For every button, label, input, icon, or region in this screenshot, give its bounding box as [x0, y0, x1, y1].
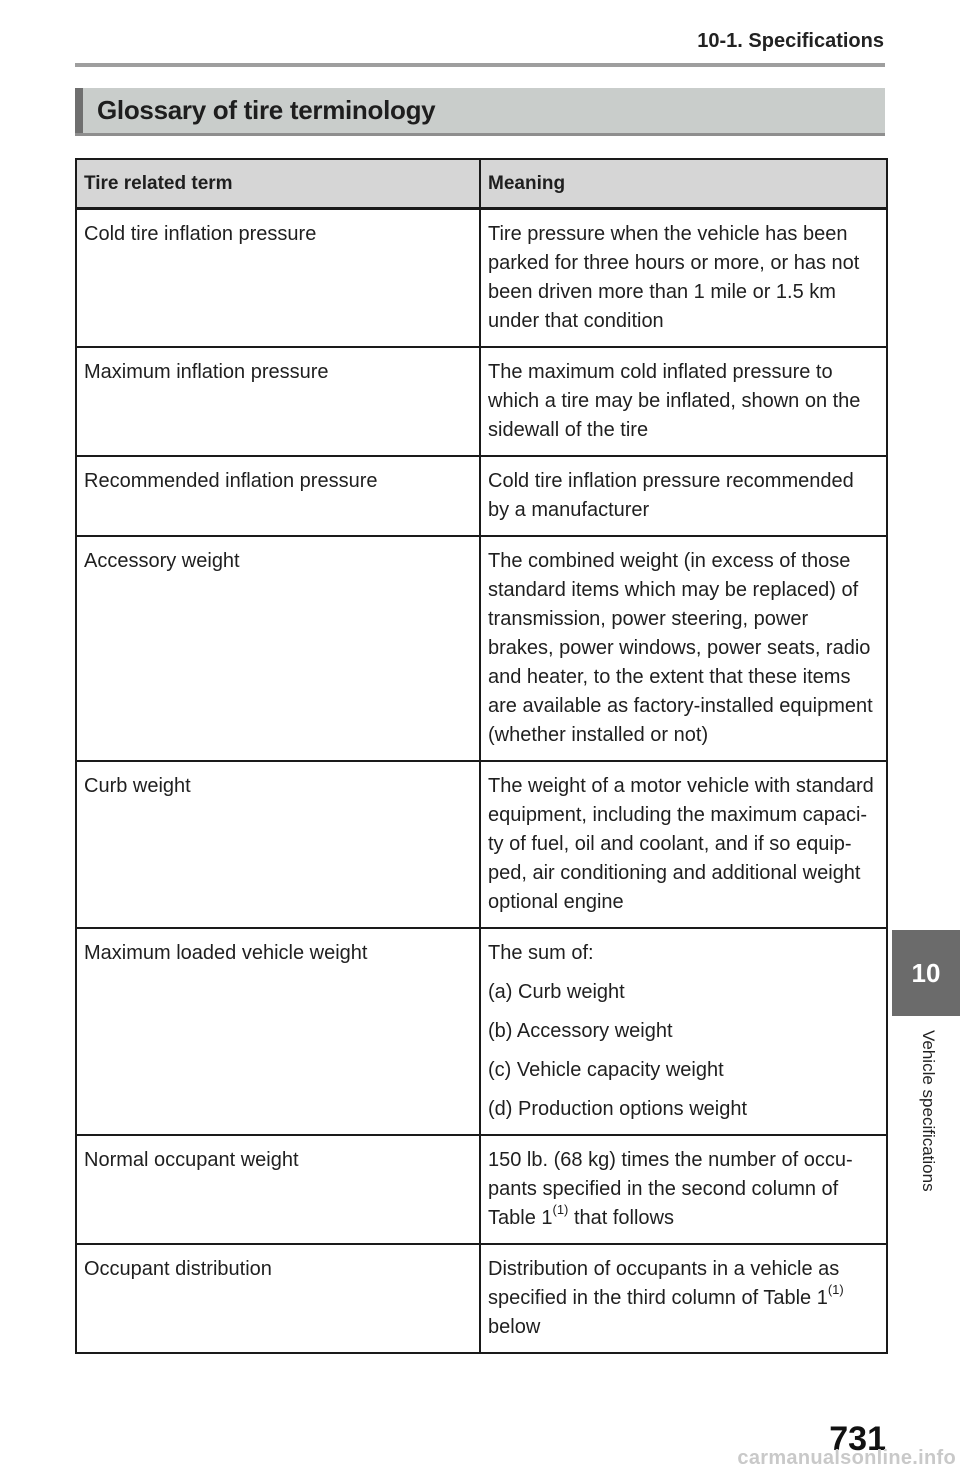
- section-title: Glossary of tire terminology: [97, 95, 436, 125]
- table-row: [76, 761, 887, 928]
- meaning-cell: Cold tire inflation pressure recommended by a manufacturer: [480, 456, 887, 536]
- table-row: [76, 347, 887, 456]
- table-row: [76, 209, 887, 348]
- chapter-tab: 10: [892, 930, 960, 1016]
- meaning-cell: The maximum cold inflated pressure to which a tire may be inflated, shown on the sidewall of the tire: [480, 347, 887, 456]
- tire-terminology-table: [75, 158, 888, 1354]
- meaning-text: 150 lb. (68 kg) times the number of occu-pants specified in the second column of Table 1: [488, 1149, 853, 1229]
- term-cell: Maximum inflation pressure: [76, 347, 480, 456]
- term-cell: Curb weight: [76, 761, 480, 928]
- meaning-text-tail: that follows: [568, 1207, 674, 1229]
- table-header-row: [76, 159, 887, 209]
- sum-item-c: (c) Vehicle capacity weight: [488, 1059, 724, 1081]
- column-header-meaning: Meaning: [480, 159, 887, 209]
- column-header-term: Tire related term: [76, 159, 480, 209]
- sum-item-b: (b) Accessory weight: [488, 1020, 673, 1042]
- meaning-cell: The weight of a motor vehicle with standard equipment, including the maximum capaci-ty of fuel, oil and coolant, and if so equip-ped, air conditioning and additional weight optional engine: [480, 761, 887, 928]
- section-heading-bar: [75, 88, 885, 136]
- term-cell: Recommended inflation pressure: [76, 456, 480, 536]
- chapter-side-label: Vehicle specifications: [919, 1030, 938, 1192]
- table-row: [76, 928, 887, 1135]
- sum-item-d: (d) Production options weight: [488, 1098, 748, 1120]
- term-cell: Accessory weight: [76, 536, 480, 761]
- table-row: [76, 1135, 887, 1244]
- meaning-cell: [480, 928, 887, 1135]
- table-row: [76, 456, 887, 536]
- footnote-marker: (1): [827, 1282, 844, 1298]
- sum-intro: The sum of:: [488, 942, 594, 964]
- page-number: 731: [829, 1420, 886, 1458]
- sum-item-a: (a) Curb weight: [488, 981, 625, 1003]
- table-row: [76, 536, 887, 761]
- section-heading-accent: [75, 88, 83, 133]
- watermark: carmanualsonline.info: [737, 1447, 956, 1469]
- meaning-cell: Tire pressure when the vehicle has been parked for three hours or more, or has not been driven more than 1 mile or 1.5 km under that condition: [480, 209, 887, 348]
- meaning-text-tail: below: [488, 1316, 541, 1338]
- meaning-cell: [480, 1244, 887, 1353]
- footnote-marker: (1): [552, 1202, 569, 1218]
- term-cell: Maximum loaded vehicle weight: [76, 928, 480, 1135]
- meaning-cell: The combined weight (in excess of those standard items which may be replaced) of transmission, power steering, power brakes, power windows, power seats, radio and heater, to the extent that these items are available as factory-installed equipment (whether installed or not): [480, 536, 887, 761]
- meaning-text: Distribution of occupants in a vehicle as specified in the third column of Table 1: [488, 1258, 840, 1309]
- term-cell: Occupant distribution: [76, 1244, 480, 1353]
- running-header: 10-1. Specifications: [697, 30, 884, 52]
- meaning-cell: [480, 1135, 887, 1244]
- header-rule: [75, 63, 885, 67]
- table-row: [76, 1244, 887, 1353]
- term-cell: Cold tire inflation pressure: [76, 209, 480, 348]
- term-cell: Normal occupant weight: [76, 1135, 480, 1244]
